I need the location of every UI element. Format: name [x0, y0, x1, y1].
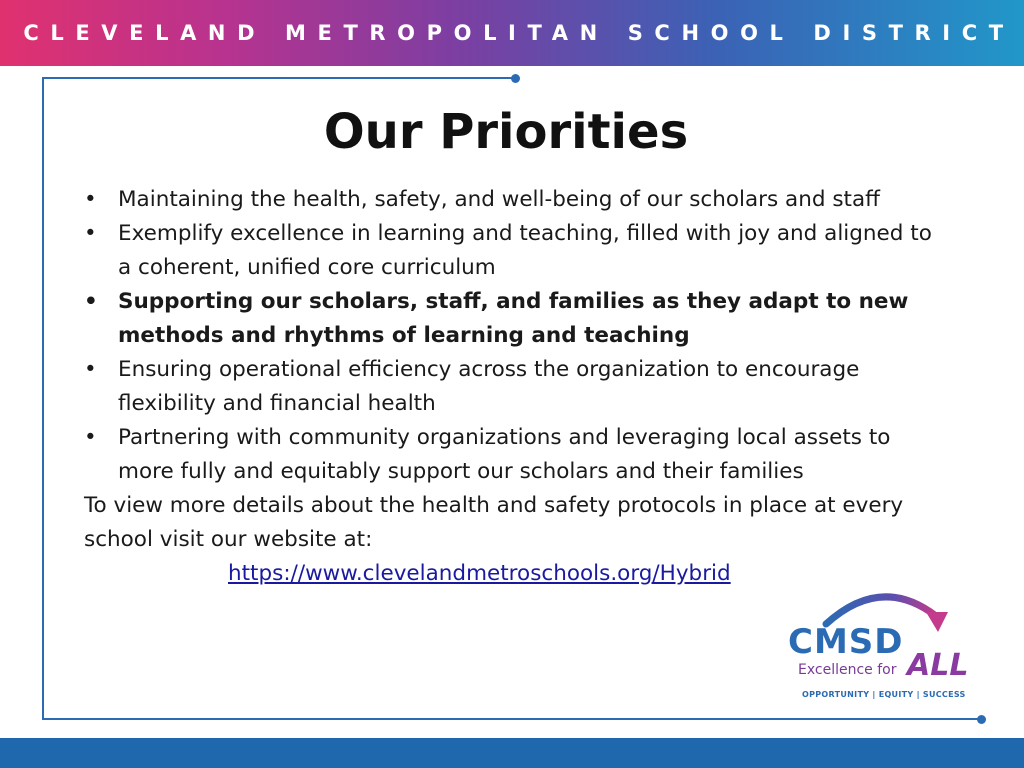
- frame-left-line: [42, 77, 44, 720]
- closing-text: To view more details about the health and safety protocols in place at every school visit our website at:: [84, 493, 904, 552]
- logo-wordmark: CMSD: [788, 622, 904, 662]
- header-band: [0, 0, 1024, 66]
- frame-dot-bottom: [977, 715, 986, 724]
- bullet-icon: •: [84, 289, 98, 314]
- frame-bottom-line: [42, 718, 982, 720]
- priority-item: [84, 421, 944, 489]
- logo-all-text: ALL: [907, 648, 969, 683]
- priority-item: [84, 285, 944, 353]
- slide-body: [84, 183, 944, 591]
- bullet-icon: •: [84, 357, 97, 382]
- cmsd-logo: [786, 582, 982, 702]
- logo-tagline: OPPORTUNITY | EQUITY | SUCCESS: [802, 690, 966, 699]
- bullet-icon: •: [84, 187, 97, 212]
- frame-top-line: [42, 77, 515, 79]
- footer-band: [0, 738, 1024, 768]
- bullet-icon: •: [84, 221, 97, 246]
- frame-dot-top: [511, 74, 520, 83]
- priority-item: [84, 217, 944, 285]
- priority-text: Exemplify excellence in learning and teaching, filled with joy and aligned to a coherent, unified core curriculum: [118, 221, 932, 280]
- hybrid-website-link[interactable]: https://www.clevelandmetroschools.org/Hybrid: [228, 561, 731, 586]
- priority-text: Partnering with community organizations and leveraging local assets to more fully and equitably support our scholars and their families: [118, 425, 891, 484]
- priority-item: [84, 183, 944, 217]
- logo-excellence-text: Excellence for: [798, 662, 897, 678]
- priority-text: Maintaining the health, safety, and well-being of our scholars and staff: [118, 187, 880, 212]
- priority-text: Supporting our scholars, staff, and families as they adapt to new methods and rhythms of learning and teaching: [118, 289, 909, 348]
- priority-item: [84, 353, 944, 421]
- slide-title: Our Priorities: [323, 104, 689, 160]
- priority-text: Ensuring operational efficiency across the organization to encourage flexibility and financial health: [118, 357, 860, 416]
- bullet-icon: •: [84, 425, 97, 450]
- priorities-list: [84, 183, 944, 489]
- district-title: CLEVELAND METROPOLITAN SCHOOL DISTRICT: [23, 21, 1015, 45]
